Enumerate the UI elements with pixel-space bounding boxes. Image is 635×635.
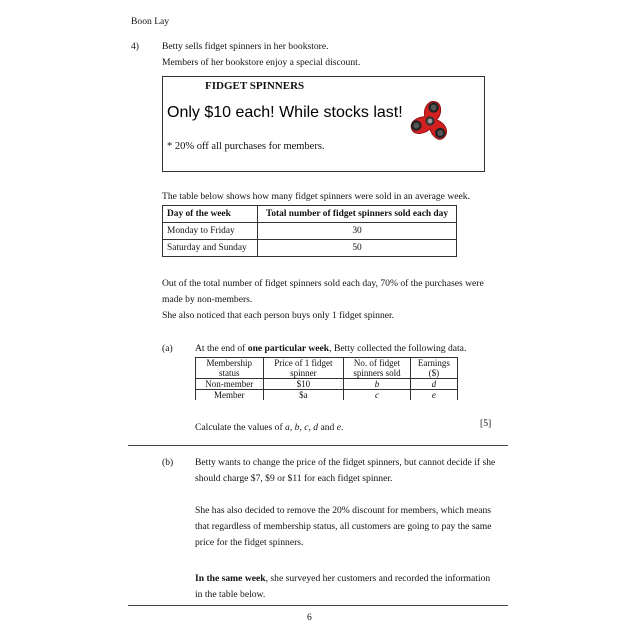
part-b-line-7: in the table below. (195, 589, 266, 600)
table-row (163, 206, 457, 223)
question-number: 4) (131, 41, 139, 52)
table-row (196, 379, 458, 390)
advert-title: FIDGET SPINNERS (205, 80, 305, 92)
sales-table (162, 205, 457, 257)
membership-cell: Non-member (196, 379, 264, 390)
paragraph-1-line-2: made by non-members. (162, 294, 253, 305)
part-b-line-1: Betty wants to change the price of the fidget spinners, but cannot decide if she (195, 457, 496, 468)
table-row (163, 223, 457, 240)
advert-note: * 20% off all purchases for members. (167, 141, 325, 152)
part-a-marks: [5] (480, 418, 492, 429)
fidget-spinner-icon (404, 96, 456, 144)
part-b-line-5: price for the fidget spinners. (195, 537, 304, 548)
part-b-line-3: She has also decided to remove the 20% discount for members, which means (195, 505, 491, 516)
table-row (196, 358, 458, 379)
advert-box (162, 76, 485, 172)
membership-table (195, 357, 458, 400)
part-a-text-pre: At the end of (195, 343, 248, 354)
membership-cell: e (410, 390, 457, 401)
school-name: Boon Lay (131, 16, 170, 27)
paragraph-2: She also noticed that each person buys only 1 fidget spinner. (162, 310, 395, 321)
part-b-line-6: In the same week, she surveyed her customers and recorded the information (195, 573, 491, 584)
membership-cell: d (410, 379, 457, 390)
membership-cell: $10 (263, 379, 344, 390)
sales-cell: 50 (258, 240, 457, 257)
table-row (196, 390, 458, 401)
table-row (163, 240, 457, 257)
membership-cell: b (344, 379, 411, 390)
sales-cell: Saturday and Sunday (163, 240, 258, 257)
part-a-calculate: Calculate the values of a, b, c, d and e. (195, 422, 344, 433)
part-a-text-post: , Betty collected the following data. (329, 343, 467, 354)
paragraph-1-line-1: Out of the total number of fidget spinners sold each day, 70% of the purchases were (162, 278, 484, 289)
sales-header-day: Day of the week (163, 206, 258, 223)
earnings-header: Earnings ($) (410, 358, 457, 379)
part-b-line-4: that regardless of membership status, all customers are going to pay the same (195, 521, 492, 532)
part-a-text-bold: one particular week (247, 343, 330, 354)
part-b-line-2: should charge $7, $9 or $11 for each fidget spinner. (195, 473, 393, 484)
advert-headline: Only $10 each! While stocks last! (167, 104, 403, 121)
page-number: 6 (307, 612, 312, 623)
part-a-text (195, 343, 466, 354)
part-b-label: (b) (162, 457, 174, 468)
price-header: Price of 1 fidget spinner (263, 358, 344, 379)
membership-cell: $a (263, 390, 344, 401)
sales-header-total: Total number of fidget spinners sold each day (258, 206, 457, 223)
sales-cell: 30 (258, 223, 457, 240)
membership-header: Membership status (196, 358, 264, 379)
divider-line (128, 445, 508, 446)
sales-cell: Monday to Friday (163, 223, 258, 240)
part-a-label: (a) (162, 343, 173, 354)
table-intro: The table below shows how many fidget spinners were sold in an average week. (162, 191, 470, 202)
intro-line-2: Members of her bookstore enjoy a special discount. (162, 57, 361, 68)
divider-line (128, 605, 508, 606)
membership-cell: c (344, 390, 411, 401)
membership-cell: Member (196, 390, 264, 401)
sold-header: No. of fidget spinners sold (344, 358, 411, 379)
intro-line-1: Betty sells fidget spinners in her bookstore. (162, 41, 329, 52)
